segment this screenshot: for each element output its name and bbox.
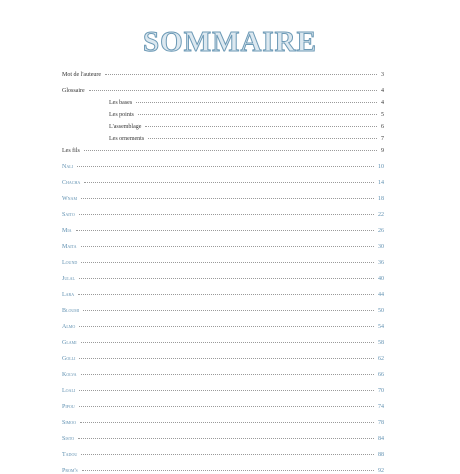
toc-entry-label: Prom's <box>62 468 78 474</box>
dot-leader <box>84 182 374 183</box>
toc-entry-page: 44 <box>378 292 384 298</box>
toc-entry-label: Loali <box>62 388 76 394</box>
toc-entry-page: 3 <box>381 72 384 78</box>
toc-entry-label: Chacha <box>62 180 81 186</box>
table-of-contents <box>62 72 384 474</box>
toc-entry-l-assemblage[interactable] <box>62 124 384 130</box>
dot-leader <box>148 138 377 139</box>
toc-entry-label: Wnam <box>62 196 77 202</box>
toc-entry-les-fils[interactable] <box>62 148 384 154</box>
toc-pattern-lound[interactable] <box>62 260 384 266</box>
toc-entry-page: 70 <box>378 388 384 394</box>
dot-leader <box>89 90 377 91</box>
toc-pattern-simoo[interactable] <box>62 420 384 426</box>
toc-entry-label: Mia <box>62 228 72 234</box>
toc-entry-page: 36 <box>378 260 384 266</box>
toc-entry-mot-de-l-auteure[interactable] <box>62 72 384 78</box>
toc-entry-page: 74 <box>378 404 384 410</box>
toc-entry-page: 66 <box>378 372 384 378</box>
toc-entry-label: Lound <box>62 260 78 266</box>
toc-entry-label: Glossaire <box>62 88 85 94</box>
toc-entry-page: 58 <box>378 340 384 346</box>
toc-entry-page: 78 <box>378 420 384 426</box>
toc-entry-page: 10 <box>378 164 384 170</box>
toc-pattern-mia[interactable] <box>62 228 384 234</box>
toc-pattern-proms[interactable] <box>62 468 384 474</box>
dot-leader <box>77 166 374 167</box>
toc-pattern-tadou[interactable] <box>62 452 384 458</box>
toc-entry-les-ornements[interactable] <box>62 136 384 142</box>
dot-leader <box>81 262 374 263</box>
dot-leader <box>136 102 377 103</box>
toc-entry-label: Simoo <box>62 420 77 426</box>
toc-entry-label: Les bases <box>109 100 133 106</box>
dot-leader <box>82 470 374 471</box>
toc-entry-label: Saito <box>62 212 75 218</box>
toc-entry-label: Golli <box>62 356 76 362</box>
dot-leader <box>79 358 374 359</box>
toc-pattern-glami[interactable] <box>62 340 384 346</box>
toc-entry-page: 30 <box>378 244 384 250</box>
toc-entry-page: 50 <box>378 308 384 314</box>
toc-entry-label: Julal <box>62 276 75 282</box>
toc-entry-page: 26 <box>378 228 384 234</box>
dot-leader <box>84 150 377 151</box>
toc-entry-label: Tadou <box>62 452 78 458</box>
toc-entry-page: 4 <box>381 88 384 94</box>
toc-pattern-almo[interactable] <box>62 324 384 330</box>
dot-leader <box>81 454 374 455</box>
toc-entry-label: Almo <box>62 324 76 330</box>
dot-leader <box>81 246 374 247</box>
dot-leader <box>78 294 374 295</box>
toc-pattern-julal[interactable] <box>62 276 384 282</box>
toc-entry-page: 7 <box>381 136 384 142</box>
toc-pattern-saito[interactable] <box>62 212 384 218</box>
toc-entry-page: 14 <box>378 180 384 186</box>
toc-entry-page: 5 <box>381 112 384 118</box>
dot-leader <box>79 390 374 391</box>
toc-entry-les-points[interactable] <box>62 112 384 118</box>
toc-pattern-sisto[interactable] <box>62 436 384 442</box>
toc-pattern-lara[interactable] <box>62 292 384 298</box>
toc-entry-page: 92 <box>378 468 384 474</box>
toc-entry-label: Pipou <box>62 404 75 410</box>
toc-entry-label: Kolva <box>62 372 77 378</box>
toc-entry-glossaire[interactable] <box>62 88 384 94</box>
toc-pattern-loali[interactable] <box>62 388 384 394</box>
dot-leader <box>83 310 374 311</box>
toc-entry-les-bases[interactable] <box>62 100 384 106</box>
toc-entry-page: 62 <box>378 356 384 362</box>
dot-leader <box>79 406 374 407</box>
toc-pattern-pipou[interactable] <box>62 404 384 410</box>
toc-entry-page: 4 <box>381 100 384 106</box>
toc-entry-label: L'assemblage <box>109 124 142 130</box>
toc-entry-label: Glami <box>62 340 77 346</box>
toc-entry-label: Sisto <box>62 436 75 442</box>
toc-entry-label: Les points <box>109 112 134 118</box>
dot-leader <box>79 278 374 279</box>
toc-entry-label: Nali <box>62 164 73 170</box>
toc-pattern-chacha[interactable] <box>62 180 384 186</box>
dot-leader <box>80 422 374 423</box>
dot-leader <box>81 342 374 343</box>
dot-leader <box>79 326 374 327</box>
toc-entry-label: Les ornements <box>109 136 145 142</box>
toc-entry-label: Bloumi <box>62 308 80 314</box>
dot-leader <box>105 74 377 75</box>
toc-entry-page: 88 <box>378 452 384 458</box>
toc-entry-page: 6 <box>381 124 384 130</box>
dot-leader <box>138 114 377 115</box>
toc-entry-page: 22 <box>378 212 384 218</box>
toc-entry-label: Maita <box>62 244 77 250</box>
toc-entry-page: 40 <box>378 276 384 282</box>
dot-leader <box>78 438 374 439</box>
dot-leader <box>81 374 374 375</box>
toc-pattern-nali[interactable] <box>62 164 384 170</box>
toc-pattern-bloumi[interactable] <box>62 308 384 314</box>
toc-pattern-wnam[interactable] <box>62 196 384 202</box>
toc-pattern-golli[interactable] <box>62 356 384 362</box>
dot-leader <box>81 198 374 199</box>
dot-leader <box>76 230 374 231</box>
toc-entry-label: Les fils <box>62 148 80 154</box>
toc-pattern-kolva[interactable] <box>62 372 384 378</box>
toc-entry-page: 54 <box>378 324 384 330</box>
dot-leader <box>145 126 377 127</box>
toc-pattern-maita[interactable] <box>62 244 384 250</box>
toc-entry-label: Mot de l'auteure <box>62 72 102 78</box>
toc-entry-page: 9 <box>381 148 384 154</box>
toc-entry-label: Lara <box>62 292 75 298</box>
toc-entry-page: 18 <box>378 196 384 202</box>
dot-leader <box>79 214 374 215</box>
toc-entry-page: 84 <box>378 436 384 442</box>
page-title: SOMMAIRE <box>143 26 317 58</box>
